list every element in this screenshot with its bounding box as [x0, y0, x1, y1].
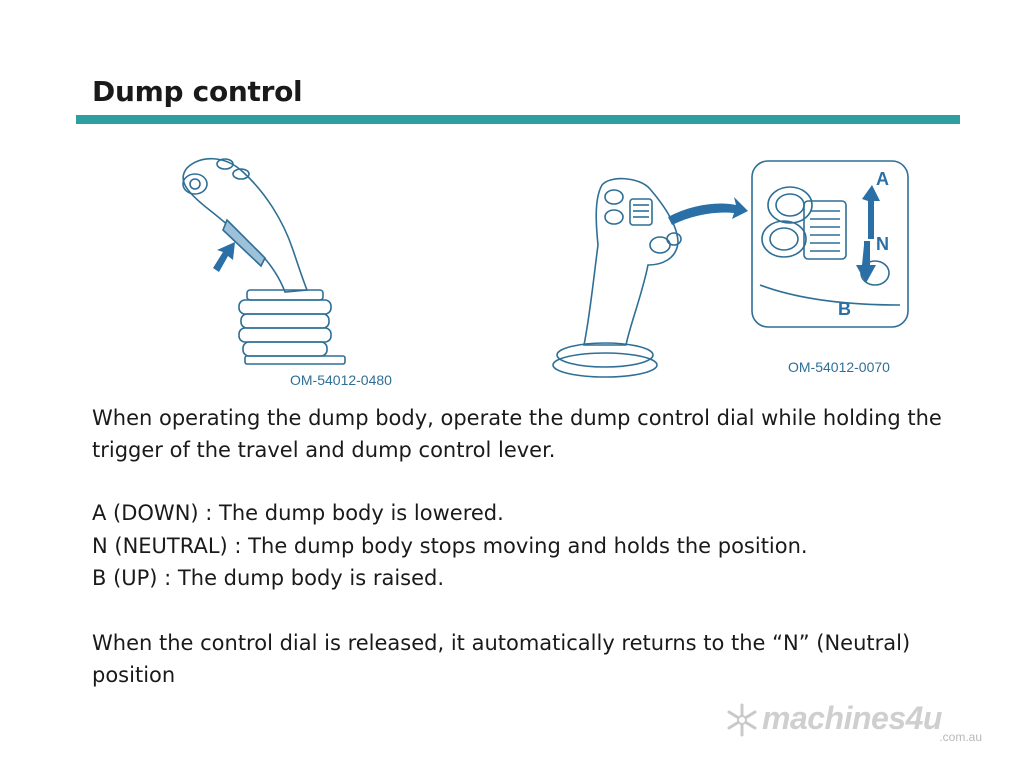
snowflake-logo-icon	[724, 702, 760, 738]
position-item-up: B (UP) : The dump body is raised.	[92, 566, 445, 590]
figure-code-right: OM-54012-0070	[788, 359, 890, 375]
dial-label-b: B	[838, 299, 851, 319]
lever-trigger-drawing	[165, 150, 415, 395]
dial-label-a: A	[876, 169, 889, 189]
travel-lever-illustration	[165, 150, 415, 395]
release-note-paragraph: When the control dial is released, it automatically returns to the “N” (Neutral) position	[92, 631, 911, 687]
position-item-neutral: N (NEUTRAL) : The dump body stops moving and holds the position.	[92, 533, 808, 558]
position-item-down: A (DOWN) : The dump body is lowered.	[92, 501, 504, 525]
watermark	[724, 700, 994, 748]
watermark-brand: machines4u	[762, 700, 942, 736]
watermark-domain: .com.au	[939, 730, 982, 744]
page-title: Dump control	[92, 75, 303, 108]
intro-paragraph: When operating the dump body, operate the dump control dial while holding the trigger of the travel and dump control lever.	[92, 406, 942, 462]
dump-dial-illustration	[550, 155, 920, 385]
dial-label-n: N	[876, 234, 889, 254]
figure-code-left: OM-54012-0480	[290, 372, 392, 388]
title-divider	[76, 115, 960, 124]
dump-dial-drawing	[550, 155, 920, 385]
position-list	[92, 497, 808, 595]
